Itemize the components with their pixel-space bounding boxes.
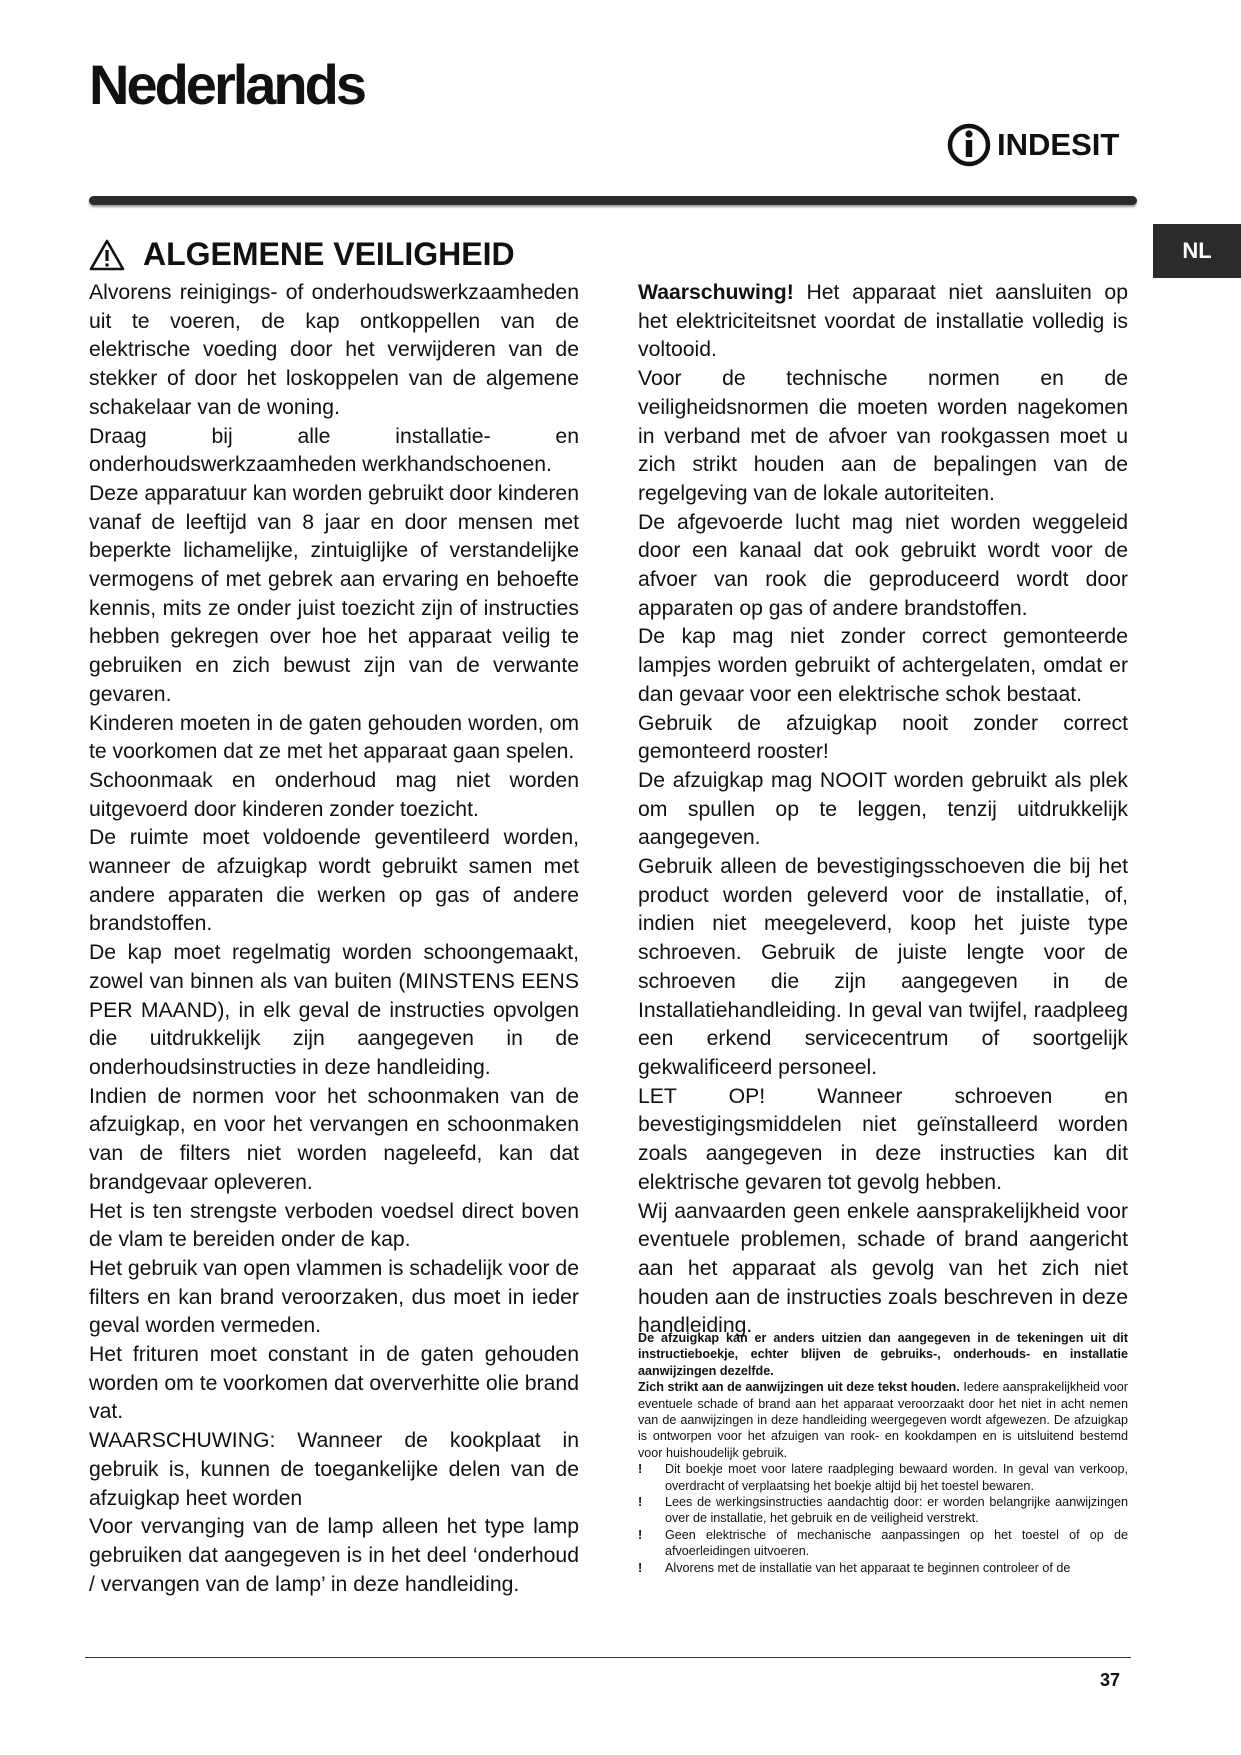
safety-paragraph: Het is ten strengste verboden voedsel direct boven de vlam te bereiden onder de kap. xyxy=(89,1199,579,1252)
safety-paragraph: Deze apparatuur kan worden gebruikt door kinderen vanaf de leeftijd van 8 jaar en door mensen met beperkte lichamelijke, zintuiglijke of verstandelijke vermogens of met gebrek aan ervaring en behoefte kennis, mits ze onder juist toezicht zijn of instructies hebben gekregen over hoe het apparaat veilig te gebruiken en zich bewust zijn van de verwante gevaren. xyxy=(89,481,579,706)
brand-name: INDESIT xyxy=(997,127,1120,162)
warning-label: Waarschuwing! xyxy=(638,281,794,304)
header-rule xyxy=(89,196,1137,205)
safety-paragraph: De kap moet regelmatig worden schoongemaakt, zowel van binnen als van buiten (MINSTENS EENS PER MAAND), in elk geval de instructies opvolgen die uitdrukkelijk zijn aangegeven in de onderhoudsinstructies in deze handleiding. xyxy=(89,941,579,1079)
warning-paragraph xyxy=(638,279,1128,365)
warning-triangle-icon xyxy=(89,239,125,271)
section-heading-text: ALGEMENE VEILIGHEID xyxy=(143,236,515,272)
page-title: Nederlands xyxy=(89,53,364,116)
brand-logo xyxy=(947,120,1132,170)
exclamation-icon: ! xyxy=(638,1560,643,1575)
safety-paragraph: LET OP! Wanneer schroeven en bevestigingsmiddelen niet geïnstalleerd worden zoals aangegeven in deze instructies kan dit elektrische gevaren tot gevolg hebben. xyxy=(638,1084,1128,1194)
language-tab: NL xyxy=(1153,224,1241,278)
list-item xyxy=(638,1560,1128,1576)
safety-paragraph: Gebruik de afzuigkap nooit zonder correct gemonteerd rooster! xyxy=(638,711,1128,764)
exclamation-icon: ! xyxy=(638,1527,643,1542)
safety-paragraph: De ruimte moet voldoende geventileerd worden, wanneer de afzuigkap wordt gebruikt samen met andere apparaten die werken op gas of andere brandstoffen. xyxy=(89,826,579,936)
safety-paragraph: Voor de technische normen en de veiligheidsnormen die moeten worden nagekomen in verband met de afvoer van rookgassen moet u zich strikt houden aan de bepalingen van de regelgeving van de lokale autoriteiten. xyxy=(638,367,1128,505)
list-item-text: Geen elektrische of mechanische aanpassingen op het toestel of op de afvoerleidingen uitvoeren. xyxy=(665,1527,1128,1559)
safety-paragraph: Kinderen moeten in de gaten gehouden worden, om te voorkomen dat ze met het apparaat gaan spelen. xyxy=(89,711,579,764)
safety-paragraph: De afgevoerde lucht mag niet worden weggeleid door een kanaal dat ook gebruikt wordt voor de afvoer van rook die geproduceerd wordt door apparaten op gas of andere brandstoffen. xyxy=(638,510,1128,620)
safety-paragraph: Het frituren moet constant in de gaten gehouden worden om te voorkomen dat oververhitte olie brand vat. xyxy=(89,1343,579,1424)
warning-text: Het apparaat niet aansluiten op het elektriciteitsnet voordat de installatie volledig is voltooid. xyxy=(638,281,1128,362)
list-item xyxy=(638,1527,1128,1560)
list-item-text: Dit boekje moet voor latere raadpleging bewaard worden. In geval van verkoop, overdracht of verplaatsing het boekje altijd bij het toestel bewaren. xyxy=(665,1462,1128,1493)
list-item xyxy=(638,1494,1128,1527)
safety-paragraph: Gebruik alleen de bevestigingsschoeven die bij het product worden geleverd voor de installatie, of, indien niet meegeleverd, koop het juiste type schroeven. Gebruik de juiste lengte voor de schroeven die zijn aangegeven in de Installatiehandleiding. In geval van twijfel, raadpleeg een erkend servicecentrum of soortgelijk gekwalificeerd personeel. xyxy=(638,855,1128,1079)
notes-body xyxy=(638,1379,1128,1461)
safety-paragraph: Alvorens reinigings- of onderhoudswerkzaamheden uit te voeren, de kap ontkoppellen van de elektrische voeding door het verwijderen van de stekker of door het loskoppelen van de algemene schakelaar van de woning. xyxy=(89,281,579,419)
exclamation-icon: ! xyxy=(638,1495,643,1510)
list-item-text: Lees de werkingsinstructies aandachtig door: er worden belangrijke aanwijzingen over de installatie, het gebruik en de veiligheid verstrekt. xyxy=(665,1495,1128,1526)
safety-paragraph: WAARSCHUWING: Wanneer de kookplaat in gebruik is, kunnen de toegankelijke delen van de afzuigkap heet worden xyxy=(89,1429,579,1510)
safety-paragraph: De afzuigkap mag NOOIT worden gebruikt als plek om spullen op te leggen, tenzij uitdrukkelijk aangegeven. xyxy=(638,768,1128,850)
safety-paragraph: Voor vervanging van de lamp alleen het type lamp gebruiken dat aangegeven is in het deel ‘onderhoud / vervangen van de lamp’ in deze handleiding. xyxy=(89,1515,579,1596)
footer-rule xyxy=(85,1657,1131,1658)
notes-lead: Zich strikt aan de aanwijzingen uit deze tekst houden. xyxy=(638,1380,960,1395)
safety-paragraph: Draag bij alle installatie- en onderhoudswerkzaamheden werkhandschoenen. xyxy=(89,424,579,477)
safety-paragraph: Wij aanvaarden geen enkele aansprakelijkheid voor eventuele problemen, schade of brand aangericht aan het apparaat als gevolg van het zich niet houden aan de instructies zoals beschreven in deze handleiding. xyxy=(638,1199,1128,1338)
notes-block xyxy=(638,1330,1128,1576)
exclamation-icon: ! xyxy=(638,1462,643,1477)
list-item-text: Alvorens met de installatie van het apparaat te beginnen controleer of de xyxy=(665,1560,1071,1575)
notes-bullet-list xyxy=(638,1461,1128,1576)
page-number: 37 xyxy=(1100,1670,1121,1690)
list-item xyxy=(638,1461,1128,1494)
indesit-logo-icon xyxy=(947,121,991,169)
section-heading xyxy=(89,236,515,273)
left-column xyxy=(89,279,579,1599)
right-column xyxy=(638,279,1128,1341)
notes-body-text: Iedere aansprakelijkheid voor eventuele schade of brand aan het apparaat veroorzaakt door het niet in acht nemen van de aanwijzingen in deze handleiding weergegeven wordt afgewezen. De afzuigkap is ontworpen voor het afzuigen van rook- en kookdampen en is uitsluitend bestemd voor huishoudelijk gebruik. xyxy=(638,1380,1128,1460)
safety-paragraph: Indien de normen voor het schoonmaken van de afzuigkap, en voor het vervangen en schoonmaken van de filters niet worden nageleefd, kan dat brandgevaar opleveren. xyxy=(89,1084,579,1194)
safety-paragraph: Schoonmaak en onderhoud mag niet worden uitgevoerd door kinderen zonder toezicht. xyxy=(89,768,579,821)
notes-intro: De afzuigkap kan er anders uitzien dan aangegeven in de tekeningen uit dit instructieboekje, echter blijven de gebruiks-, onderhouds- en installatie aanwijzingen dezelfde. xyxy=(638,1331,1128,1378)
safety-paragraph: De kap mag niet zonder correct gemonteerde lampjes worden gebruikt of achtergelaten, omdat er dan gevaar voor een elektrische schok bestaat. xyxy=(638,625,1128,706)
safety-paragraph: Het gebruik van open vlammen is schadelijk voor de filters en kan brand veroorzaken, dus moet in ieder geval worden vermeden. xyxy=(89,1256,579,1338)
